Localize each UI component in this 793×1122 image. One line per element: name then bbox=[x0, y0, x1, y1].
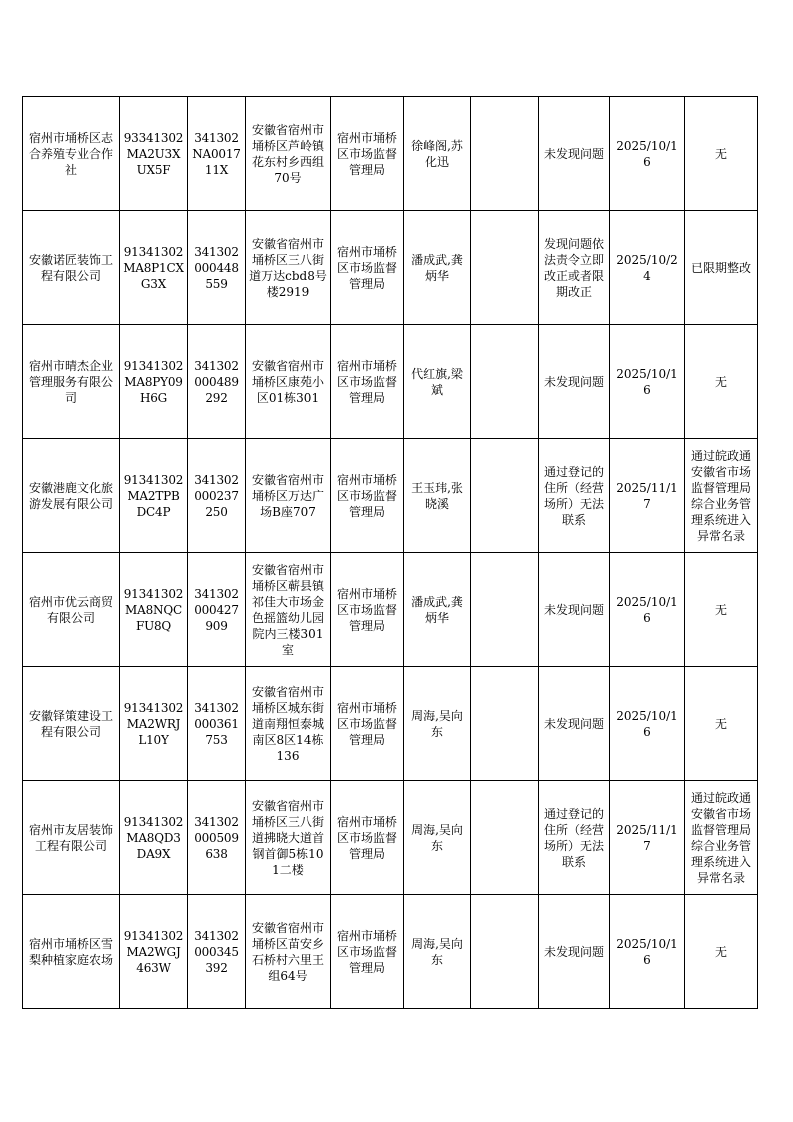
inspection-date-cell: 2025/10/16 bbox=[610, 325, 685, 439]
address-cell: 安徽省宿州市埇桥区三八街道万达cbd8号楼2919 bbox=[246, 211, 331, 325]
registration-number-cell: 341302000509638 bbox=[188, 781, 246, 895]
registration-number-cell: 341302NA001711X bbox=[188, 97, 246, 211]
table-row bbox=[23, 439, 758, 553]
authority-cell: 宿州市埇桥区市场监督管理局 bbox=[331, 439, 404, 553]
entity-name-cell: 安徽诺匠装饰工程有限公司 bbox=[23, 211, 120, 325]
empty-cell bbox=[471, 553, 539, 667]
entity-name-cell: 宿州市友居装饰工程有限公司 bbox=[23, 781, 120, 895]
inspection-date-cell: 2025/10/16 bbox=[610, 97, 685, 211]
address-cell: 安徽省宿州市埇桥区万达广场B座707 bbox=[246, 439, 331, 553]
inspection-date-cell: 2025/10/16 bbox=[610, 667, 685, 781]
empty-cell bbox=[471, 211, 539, 325]
credit-code-cell: 91341302MA2WGJ463W bbox=[120, 895, 188, 1009]
table-row bbox=[23, 211, 758, 325]
credit-code-cell: 91341302MA2WRJL10Y bbox=[120, 667, 188, 781]
inspection-result-cell: 未发现问题 bbox=[539, 553, 610, 667]
address-cell: 安徽省宿州市埇桥区芦岭镇花东村乡西组70号 bbox=[246, 97, 331, 211]
inspection-date-cell: 2025/10/16 bbox=[610, 895, 685, 1009]
entity-name-cell: 宿州市埇桥区志合养殖专业合作社 bbox=[23, 97, 120, 211]
registration-number-cell: 341302000427909 bbox=[188, 553, 246, 667]
authority-cell: 宿州市埇桥区市场监督管理局 bbox=[331, 781, 404, 895]
empty-cell bbox=[471, 667, 539, 781]
address-cell: 安徽省宿州市埇桥区城东街道南翔恒泰城南区8区14栋136 bbox=[246, 667, 331, 781]
table-row bbox=[23, 895, 758, 1009]
inspection-date-cell: 2025/11/17 bbox=[610, 439, 685, 553]
handling-cell: 通过皖政通安徽省市场监督管理局综合业务管理系统进入异常名录 bbox=[685, 439, 758, 553]
handling-cell: 无 bbox=[685, 895, 758, 1009]
credit-code-cell: 91341302MA8PY09H6G bbox=[120, 325, 188, 439]
registration-number-cell: 341302000489292 bbox=[188, 325, 246, 439]
authority-cell: 宿州市埇桥区市场监督管理局 bbox=[331, 895, 404, 1009]
inspectors-cell: 潘成武,龚炳华 bbox=[404, 553, 471, 667]
authority-cell: 宿州市埇桥区市场监督管理局 bbox=[331, 553, 404, 667]
inspection-results-table bbox=[22, 96, 758, 1009]
handling-cell: 已限期整改 bbox=[685, 211, 758, 325]
authority-cell: 宿州市埇桥区市场监督管理局 bbox=[331, 211, 404, 325]
inspection-result-cell: 未发现问题 bbox=[539, 325, 610, 439]
registration-number-cell: 341302000345392 bbox=[188, 895, 246, 1009]
inspection-result-cell: 未发现问题 bbox=[539, 97, 610, 211]
inspection-date-cell: 2025/10/16 bbox=[610, 553, 685, 667]
authority-cell: 宿州市埇桥区市场监督管理局 bbox=[331, 325, 404, 439]
table-row bbox=[23, 667, 758, 781]
credit-code-cell: 91341302MA8P1CXG3X bbox=[120, 211, 188, 325]
address-cell: 安徽省宿州市埇桥区康苑小区01栋301 bbox=[246, 325, 331, 439]
table-row bbox=[23, 781, 758, 895]
address-cell: 安徽省宿州市埇桥区苗安乡石桥村六里王组64号 bbox=[246, 895, 331, 1009]
handling-cell: 无 bbox=[685, 667, 758, 781]
empty-cell bbox=[471, 781, 539, 895]
empty-cell bbox=[471, 895, 539, 1009]
inspection-result-cell: 通过登记的住所（经营场所）无法联系 bbox=[539, 781, 610, 895]
registration-number-cell: 341302000237250 bbox=[188, 439, 246, 553]
inspectors-cell: 周海,吴向东 bbox=[404, 781, 471, 895]
empty-cell bbox=[471, 97, 539, 211]
handling-cell: 无 bbox=[685, 325, 758, 439]
inspectors-cell: 王玉玮,张晓溪 bbox=[404, 439, 471, 553]
table-row bbox=[23, 325, 758, 439]
registration-number-cell: 341302000361753 bbox=[188, 667, 246, 781]
entity-name-cell: 宿州市埇桥区雪梨种植家庭农场 bbox=[23, 895, 120, 1009]
address-cell: 安徽省宿州市埇桥区三八街道拂晓大道首钢首御5栋101二楼 bbox=[246, 781, 331, 895]
entity-name-cell: 安徽铎策建设工程有限公司 bbox=[23, 667, 120, 781]
inspection-date-cell: 2025/11/17 bbox=[610, 781, 685, 895]
inspection-result-cell: 未发现问题 bbox=[539, 667, 610, 781]
authority-cell: 宿州市埇桥区市场监督管理局 bbox=[331, 97, 404, 211]
address-cell: 安徽省宿州市埇桥区蕲县镇祁佳大市场金色摇篮幼儿园院内三楼301室 bbox=[246, 553, 331, 667]
entity-name-cell: 安徽港鹿文化旅游发展有限公司 bbox=[23, 439, 120, 553]
entity-name-cell: 宿州市晴杰企业管理服务有限公司 bbox=[23, 325, 120, 439]
inspection-result-cell: 未发现问题 bbox=[539, 895, 610, 1009]
credit-code-cell: 93341302MA2U3XUX5F bbox=[120, 97, 188, 211]
table-body bbox=[23, 97, 758, 1009]
inspection-result-cell: 发现问题依法责令立即改正或者限期改正 bbox=[539, 211, 610, 325]
table-row bbox=[23, 553, 758, 667]
inspection-date-cell: 2025/10/24 bbox=[610, 211, 685, 325]
inspectors-cell: 代红旗,梁斌 bbox=[404, 325, 471, 439]
empty-cell bbox=[471, 325, 539, 439]
entity-name-cell: 宿州市优云商贸有限公司 bbox=[23, 553, 120, 667]
authority-cell: 宿州市埇桥区市场监督管理局 bbox=[331, 667, 404, 781]
handling-cell: 无 bbox=[685, 553, 758, 667]
handling-cell: 无 bbox=[685, 97, 758, 211]
handling-cell: 通过皖政通安徽省市场监督管理局综合业务管理系统进入异常名录 bbox=[685, 781, 758, 895]
table-row bbox=[23, 97, 758, 211]
inspectors-cell: 周海,吴向东 bbox=[404, 895, 471, 1009]
credit-code-cell: 91341302MA8QD3DA9X bbox=[120, 781, 188, 895]
empty-cell bbox=[471, 439, 539, 553]
registration-number-cell: 341302000448559 bbox=[188, 211, 246, 325]
inspectors-cell: 徐峰阁,苏化迅 bbox=[404, 97, 471, 211]
inspectors-cell: 潘成武,龚炳华 bbox=[404, 211, 471, 325]
inspectors-cell: 周海,吴向东 bbox=[404, 667, 471, 781]
inspection-result-cell: 通过登记的住所（经营场所）无法联系 bbox=[539, 439, 610, 553]
credit-code-cell: 91341302MA8NQCFU8Q bbox=[120, 553, 188, 667]
credit-code-cell: 91341302MA2TPBDC4P bbox=[120, 439, 188, 553]
